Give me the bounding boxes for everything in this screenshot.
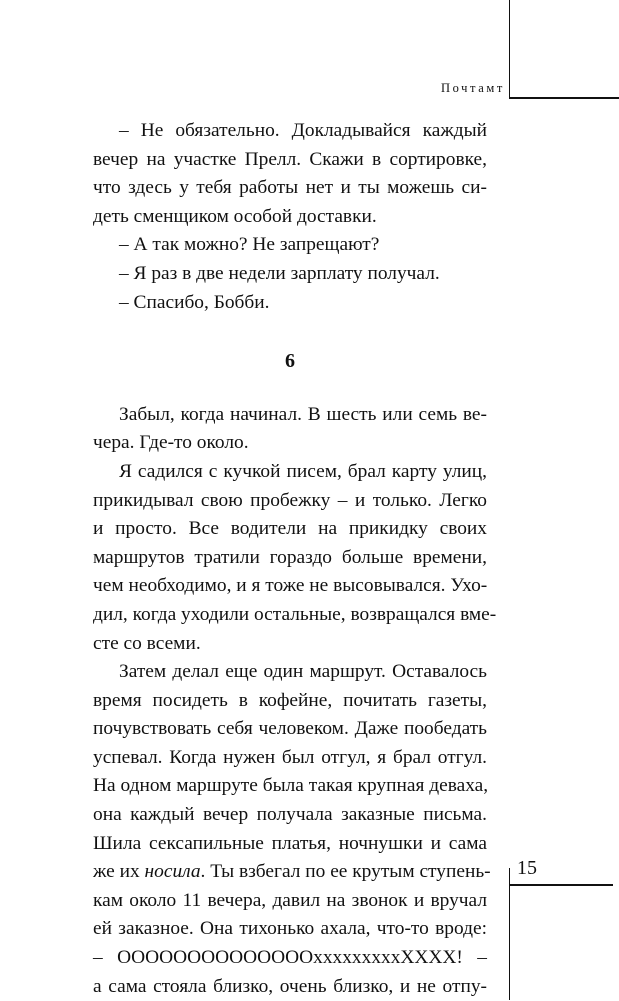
text-line: что здесь у тебя работы нет и ты можешь си- xyxy=(93,177,487,199)
text-line: Затем делал еще один маршрут. Оставалось xyxy=(119,661,487,683)
text-line: чем необходимо, и я тоже не высовывался. Ухо- xyxy=(93,575,488,597)
chapter-number: 6 xyxy=(285,350,295,373)
text-line: – Не обязательно. Докладывайся каждый xyxy=(119,120,487,141)
text-segment: же их xyxy=(93,861,145,883)
text-line: успевал. Когда нужен был отгул, я брал отгул. xyxy=(93,746,487,768)
text-line: Я садился с кучкой писем, брал карту улиц, xyxy=(119,460,487,482)
text-line xyxy=(93,858,491,887)
text-line: – Спасибо, Бобби. xyxy=(119,291,270,313)
text-line: она каждый вечер получала заказные письма. xyxy=(93,804,487,826)
running-head: Почтамт xyxy=(441,81,505,95)
page-body xyxy=(93,117,497,1001)
text-line: – А так можно? Не запрещают? xyxy=(119,234,380,256)
text-line: прикидывал свою пробежку – и только. Легко xyxy=(93,489,487,511)
text-line: а сама стояла близко, очень близко, и не отпу- xyxy=(93,975,487,997)
top-rule-vertical xyxy=(509,0,510,97)
text-line: дил, когда уходили остальные, возвращался вме- xyxy=(93,603,497,625)
text-line: ей заказное. Она тихонько ахала, что-то вроде: xyxy=(93,918,487,940)
text-line: На одном маршруте была такая крупная деваха, xyxy=(93,775,489,797)
text-line: деть сменщиком особой доставки. xyxy=(93,205,377,227)
text-line: почувствовать себя человеком. Даже пообедать xyxy=(93,718,487,740)
text-line: маршрутов тратили гораздо больше времени, xyxy=(93,546,487,568)
page-number: 15 xyxy=(517,857,537,879)
text-segment: . Ты взбегал по ее крутым ступень- xyxy=(200,861,491,883)
bottom-rule-horizontal xyxy=(509,884,613,886)
top-rule-horizontal xyxy=(509,97,619,99)
text-line: Забыл, когда начинал. В шесть или семь ве- xyxy=(119,403,487,425)
text-line: сте со всеми. xyxy=(93,632,201,654)
text-line: – Я раз в две недели зарплату получал. xyxy=(119,262,440,284)
text-line: и просто. Все водители на прикидку своих xyxy=(93,518,487,540)
text-line: – ООООООООООООООxxxxxxxxxXXXX! – xyxy=(93,947,487,969)
bottom-rule-vertical xyxy=(509,868,510,1000)
text-line: время посидеть в кофейне, почитать газеты, xyxy=(93,689,487,711)
text-line: Шила сексапильные платья, ночнушки и сама xyxy=(93,832,487,854)
text-line: кам около 11 вечера, давил на звонок и вручал xyxy=(93,889,487,911)
text-line: чера. Где-то около. xyxy=(93,432,249,454)
text-before-chapter xyxy=(93,117,487,317)
text-after-chapter xyxy=(93,401,497,1001)
text-line: вечер на участке Прелл. Скажи в сортировке, xyxy=(93,148,487,170)
italic-word: носила xyxy=(144,861,201,883)
